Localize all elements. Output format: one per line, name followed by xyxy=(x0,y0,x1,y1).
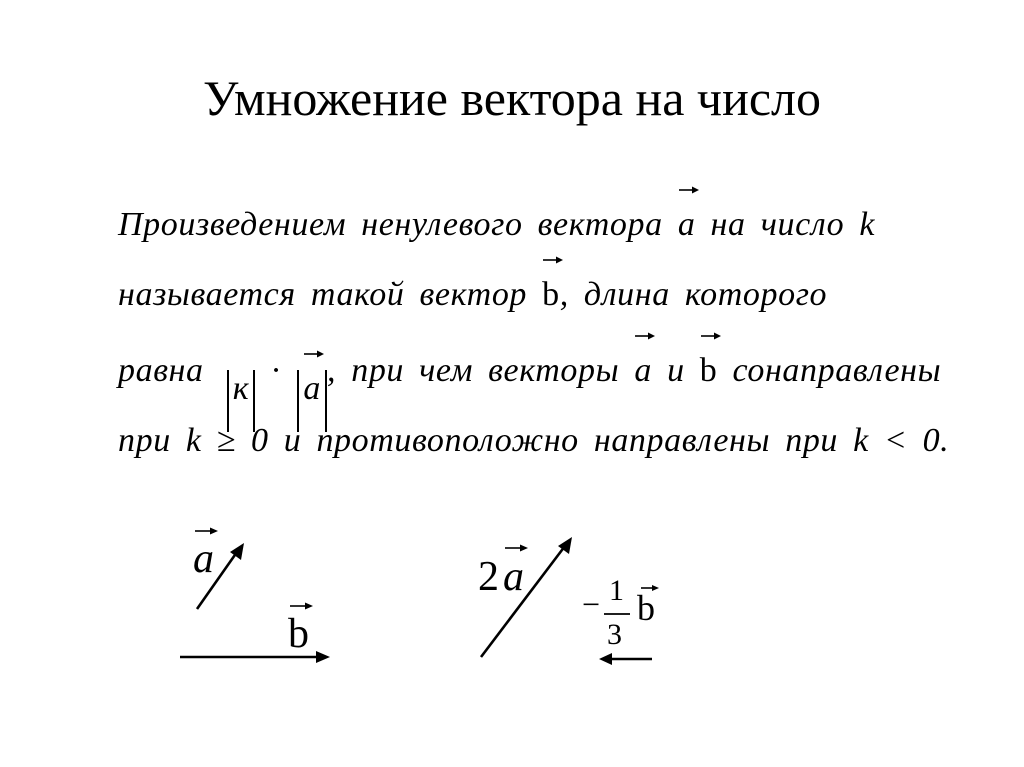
definition-text: Произведением ненулевого вектора xyxy=(118,206,678,243)
definition-text: и xyxy=(651,352,700,389)
abs-vector-a: a xyxy=(297,370,327,432)
figure-label-2a-coef: 2 xyxy=(478,554,499,600)
multiply-dot: · xyxy=(270,352,283,389)
vector-b: b xyxy=(700,352,718,390)
scalar-k: k xyxy=(859,206,876,243)
figure-label-frac-sign: − xyxy=(582,586,601,622)
figure-label-frac-vec: b xyxy=(637,588,655,628)
vector-neg-third-b-arrow xyxy=(599,653,652,665)
definition-text: , длина которого xyxy=(559,276,828,313)
vector-a: a xyxy=(634,352,652,390)
definition-text: , при чем векторы xyxy=(327,352,635,389)
slide-title: Умножение вектора на число xyxy=(203,70,821,126)
vector-b: b xyxy=(542,276,560,314)
definition-text: на число xyxy=(695,206,860,243)
figure-label-frac-num: 1 xyxy=(609,574,624,607)
figure-label-frac-den: 3 xyxy=(607,618,622,651)
definition-text: сонаправлены xyxy=(717,352,942,389)
definition-text: называется такой вектор xyxy=(118,276,543,313)
vector-a: a xyxy=(678,206,696,244)
definition-text: равна xyxy=(118,352,219,389)
figure-label-b: b xyxy=(288,611,309,657)
definition-line-4: при k ≥ 0 и противоположно направлены при k < 0. xyxy=(118,422,950,459)
abs-k: к xyxy=(227,370,256,432)
figure-label-a: a xyxy=(193,536,214,582)
figure-label-2a-vec: a xyxy=(503,554,524,600)
